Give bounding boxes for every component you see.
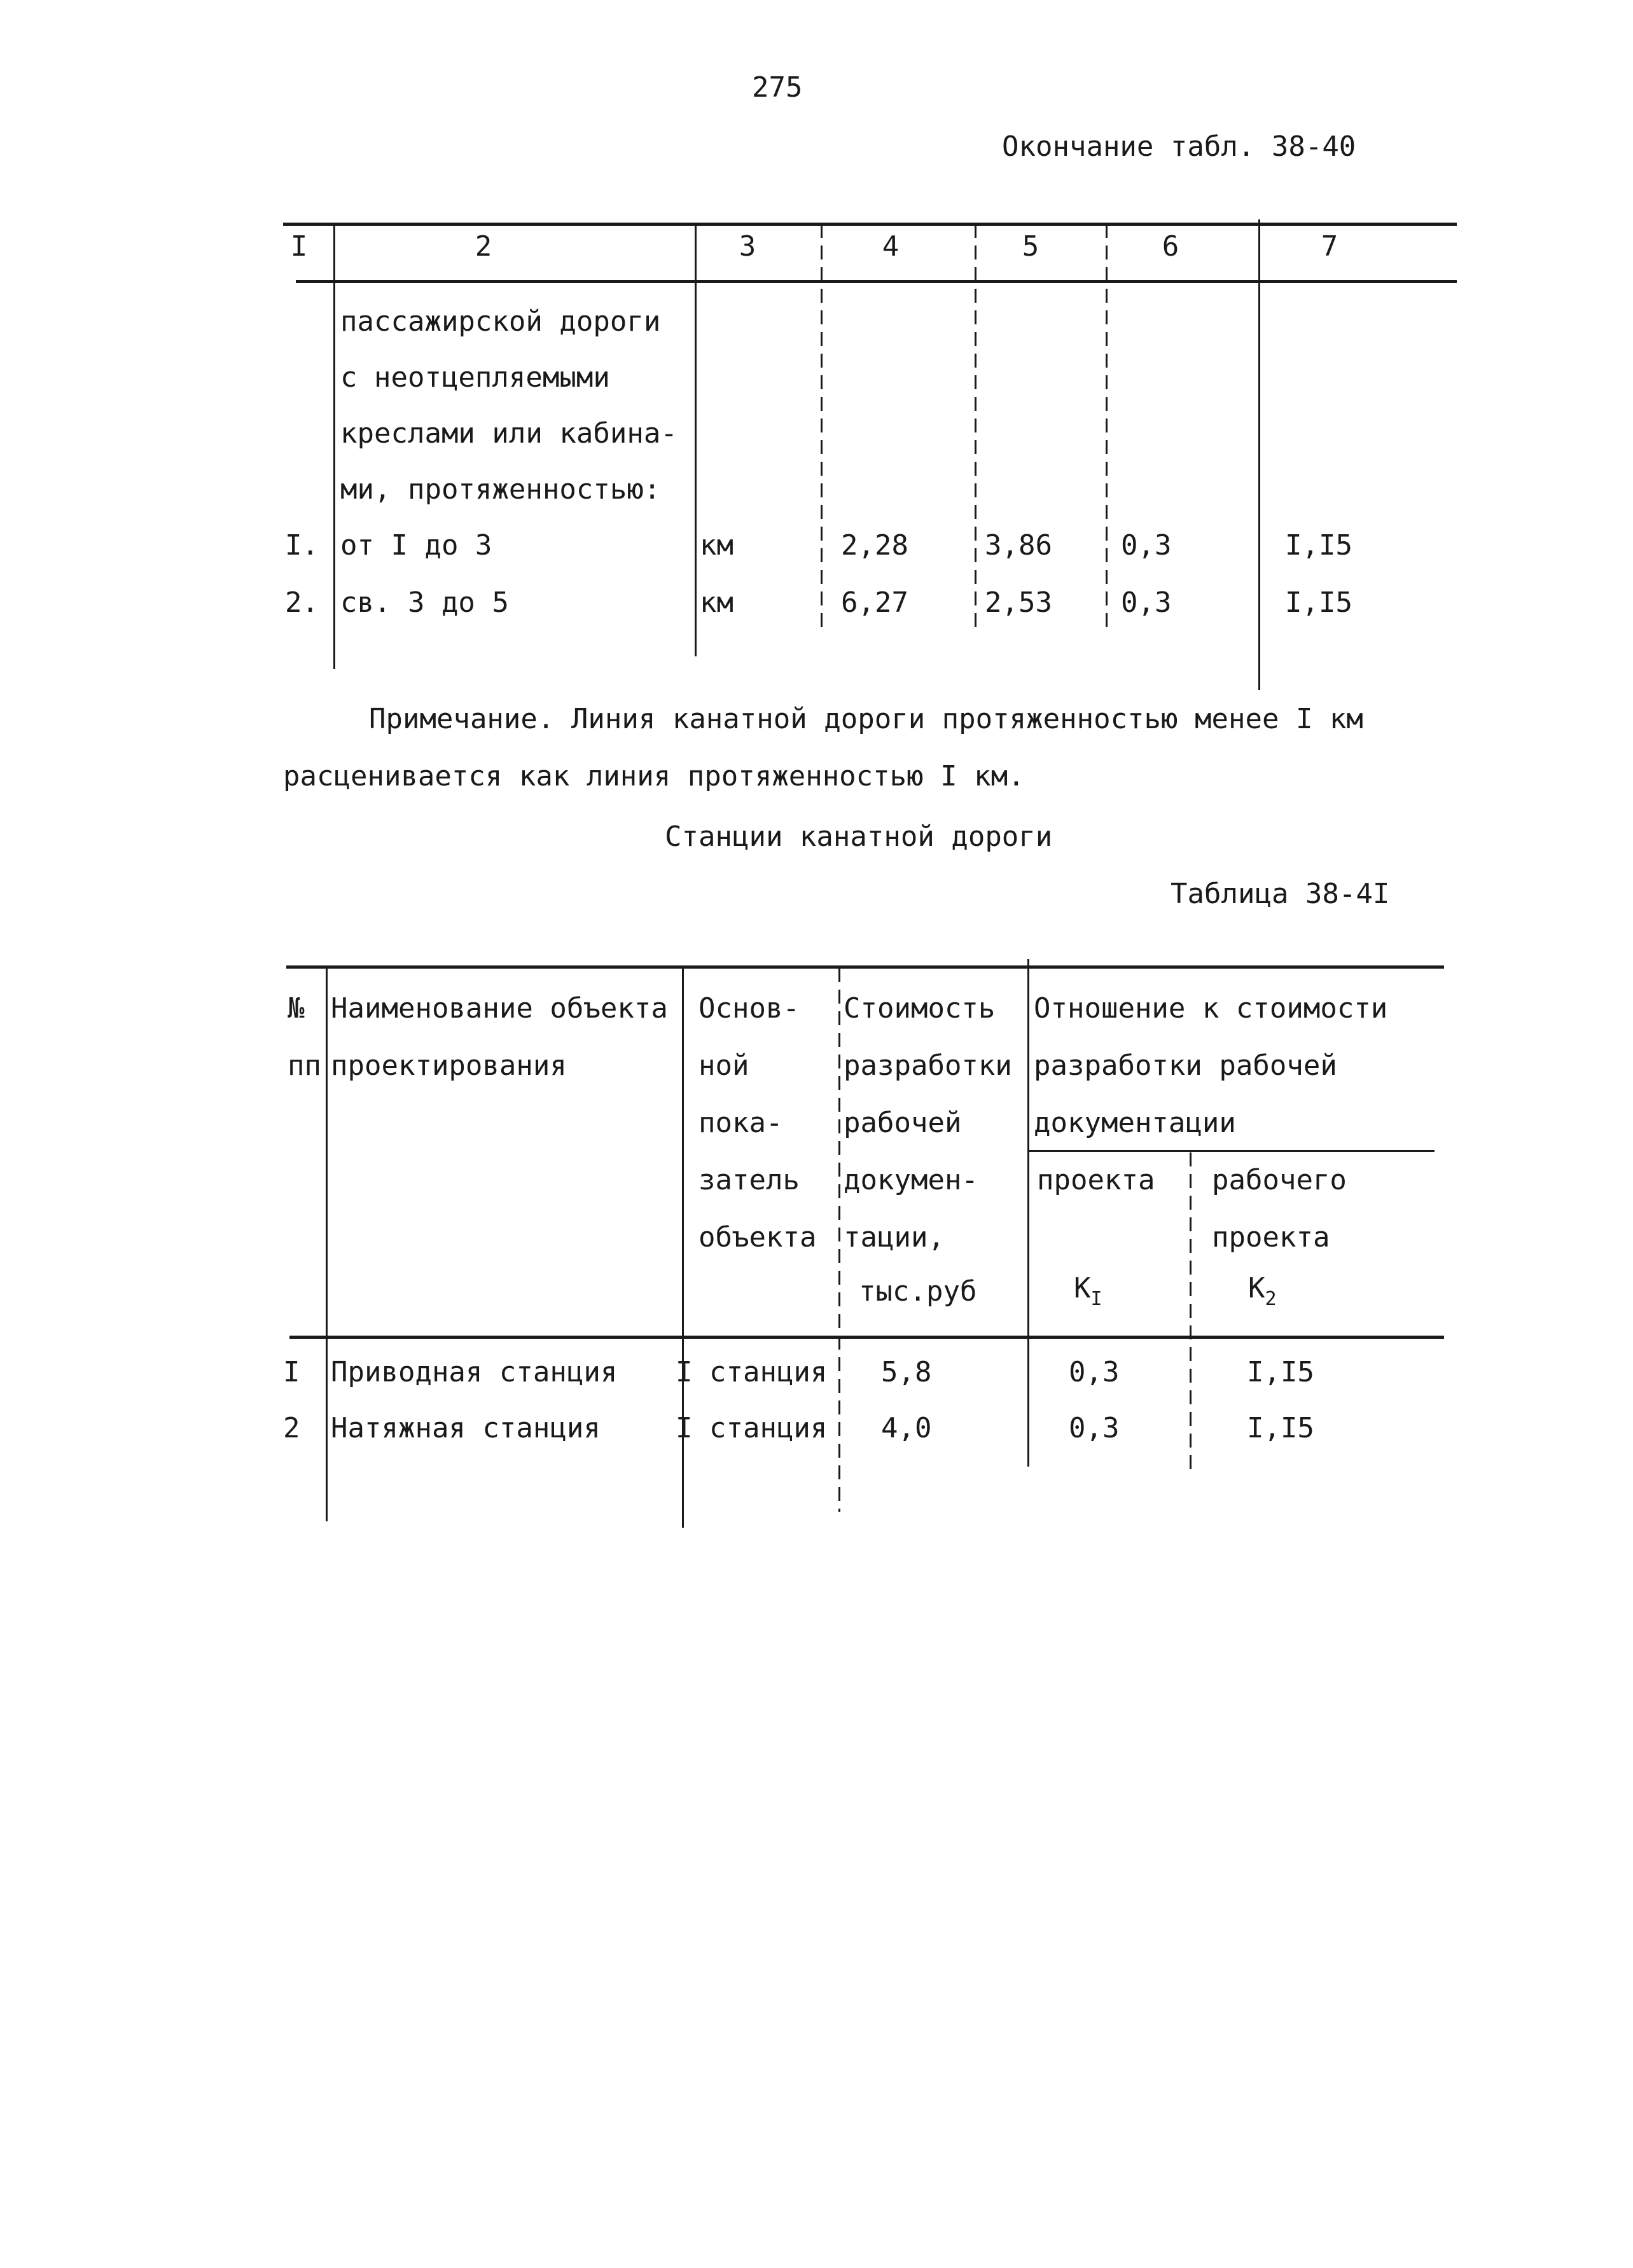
row-number: I (283, 1356, 300, 1388)
table2-col-divider (838, 968, 840, 1512)
table2-top-rule (286, 965, 1444, 969)
table1-colnum: 7 (1321, 230, 1338, 263)
header-indicator: Основ- (698, 992, 800, 1025)
note-line: Примечание. Линия канатной дороги протяженностью менее I км (369, 703, 1363, 735)
continuation-title: Окончание табл. 38-40 (1002, 130, 1356, 163)
header-cost: Стоимость (844, 992, 996, 1025)
row-k2: I,I5 (1247, 1356, 1314, 1388)
row-unit: км (700, 529, 733, 562)
table1-desc-line: с неотцепляемыми (340, 361, 610, 394)
row-number: 2 (283, 1412, 300, 1444)
table1-col-divider (1106, 224, 1108, 631)
table1-desc-line: ми, протяженностью: (340, 473, 661, 506)
row-name: от I до 3 (340, 529, 492, 562)
table2-col-divider (1190, 1152, 1192, 1470)
header-ratio: Отношение к стоимости (1034, 992, 1388, 1025)
header-cost: докумен- (844, 1164, 978, 1196)
table2-header-rule (289, 1336, 1444, 1339)
row-k1: 0,3 (1069, 1356, 1120, 1388)
header-indicator: объекта (698, 1221, 817, 1254)
table2-label: Таблица 38-4I (1171, 878, 1390, 910)
header-ratio: разработки рабочей (1034, 1049, 1337, 1082)
table2-col-divider (326, 968, 328, 1521)
header-cost: разработки (844, 1049, 1012, 1082)
k1-subscript: I (1090, 1288, 1102, 1310)
table1-desc-line: пассажирской дороги (340, 305, 661, 338)
header-work-project: рабочего (1212, 1164, 1347, 1196)
table1-col-divider (333, 224, 335, 669)
table2-col-divider (1027, 959, 1029, 1467)
table1-top-rule (283, 223, 1457, 226)
header-project: проекта (1037, 1164, 1155, 1196)
row-unit: км (700, 586, 733, 619)
row-col7: I,I5 (1285, 586, 1352, 619)
table1-col-divider (975, 224, 976, 631)
row-col4: 6,27 (841, 586, 908, 619)
k2-symbol: К (1248, 1272, 1265, 1304)
header-name: проектирования (331, 1049, 567, 1082)
row-cost: 4,0 (881, 1412, 932, 1444)
table1-colnum: 2 (475, 230, 492, 263)
header-cost: тыс.руб (859, 1275, 977, 1308)
row-number: 2. (285, 586, 319, 619)
table1-desc-line: креслами или кабина- (340, 417, 678, 450)
row-number: I. (285, 529, 319, 562)
k2-subscript: 2 (1265, 1288, 1277, 1310)
k1-symbol: К (1074, 1272, 1091, 1304)
header-num: № (288, 992, 305, 1025)
table2-subheader-rule (1027, 1150, 1435, 1152)
row-col5: 2,53 (985, 586, 1052, 619)
header-k2 (1248, 1272, 1277, 1310)
row-col4: 2,28 (841, 529, 908, 562)
table1-colnum: 5 (1022, 230, 1039, 263)
table1-colnum: I (290, 230, 308, 263)
row-cost: 5,8 (881, 1356, 932, 1388)
header-num: пп (288, 1049, 321, 1082)
note-line: расценивается как линия протяженностью I км. (283, 760, 1025, 792)
table2-heading: Станции канатной дороги (665, 820, 1053, 853)
row-col5: 3,86 (985, 529, 1052, 562)
header-k1 (1074, 1272, 1102, 1310)
page-number: 275 (752, 71, 803, 104)
row-k1: 0,3 (1069, 1412, 1120, 1444)
header-cost: тации, (844, 1221, 945, 1254)
row-indicator: I станция (676, 1356, 828, 1388)
row-indicator: I станция (676, 1412, 828, 1444)
header-cost: рабочей (844, 1107, 962, 1139)
header-indicator: затель (698, 1164, 800, 1196)
header-ratio: документации (1034, 1107, 1236, 1139)
row-col6: 0,3 (1121, 529, 1172, 562)
header-work-project: проекта (1212, 1221, 1330, 1254)
table1-col-divider (695, 224, 697, 656)
table1-colnum: 4 (882, 230, 900, 263)
row-name: св. 3 до 5 (340, 586, 509, 619)
table1-col-divider (1258, 219, 1260, 690)
table1-header-rule (296, 280, 1457, 283)
row-col7: I,I5 (1285, 529, 1352, 562)
row-name: Приводная станция (331, 1356, 618, 1388)
table1-colnum: 6 (1162, 230, 1179, 263)
header-indicator: ной (698, 1049, 749, 1082)
row-name: Натяжная станция (331, 1412, 601, 1444)
header-indicator: пока- (698, 1107, 783, 1139)
header-name: Наименование объекта (331, 992, 668, 1025)
row-k2: I,I5 (1247, 1412, 1314, 1444)
row-col6: 0,3 (1121, 586, 1172, 619)
table1-col-divider (821, 224, 823, 631)
table1-colnum: 3 (739, 230, 756, 263)
